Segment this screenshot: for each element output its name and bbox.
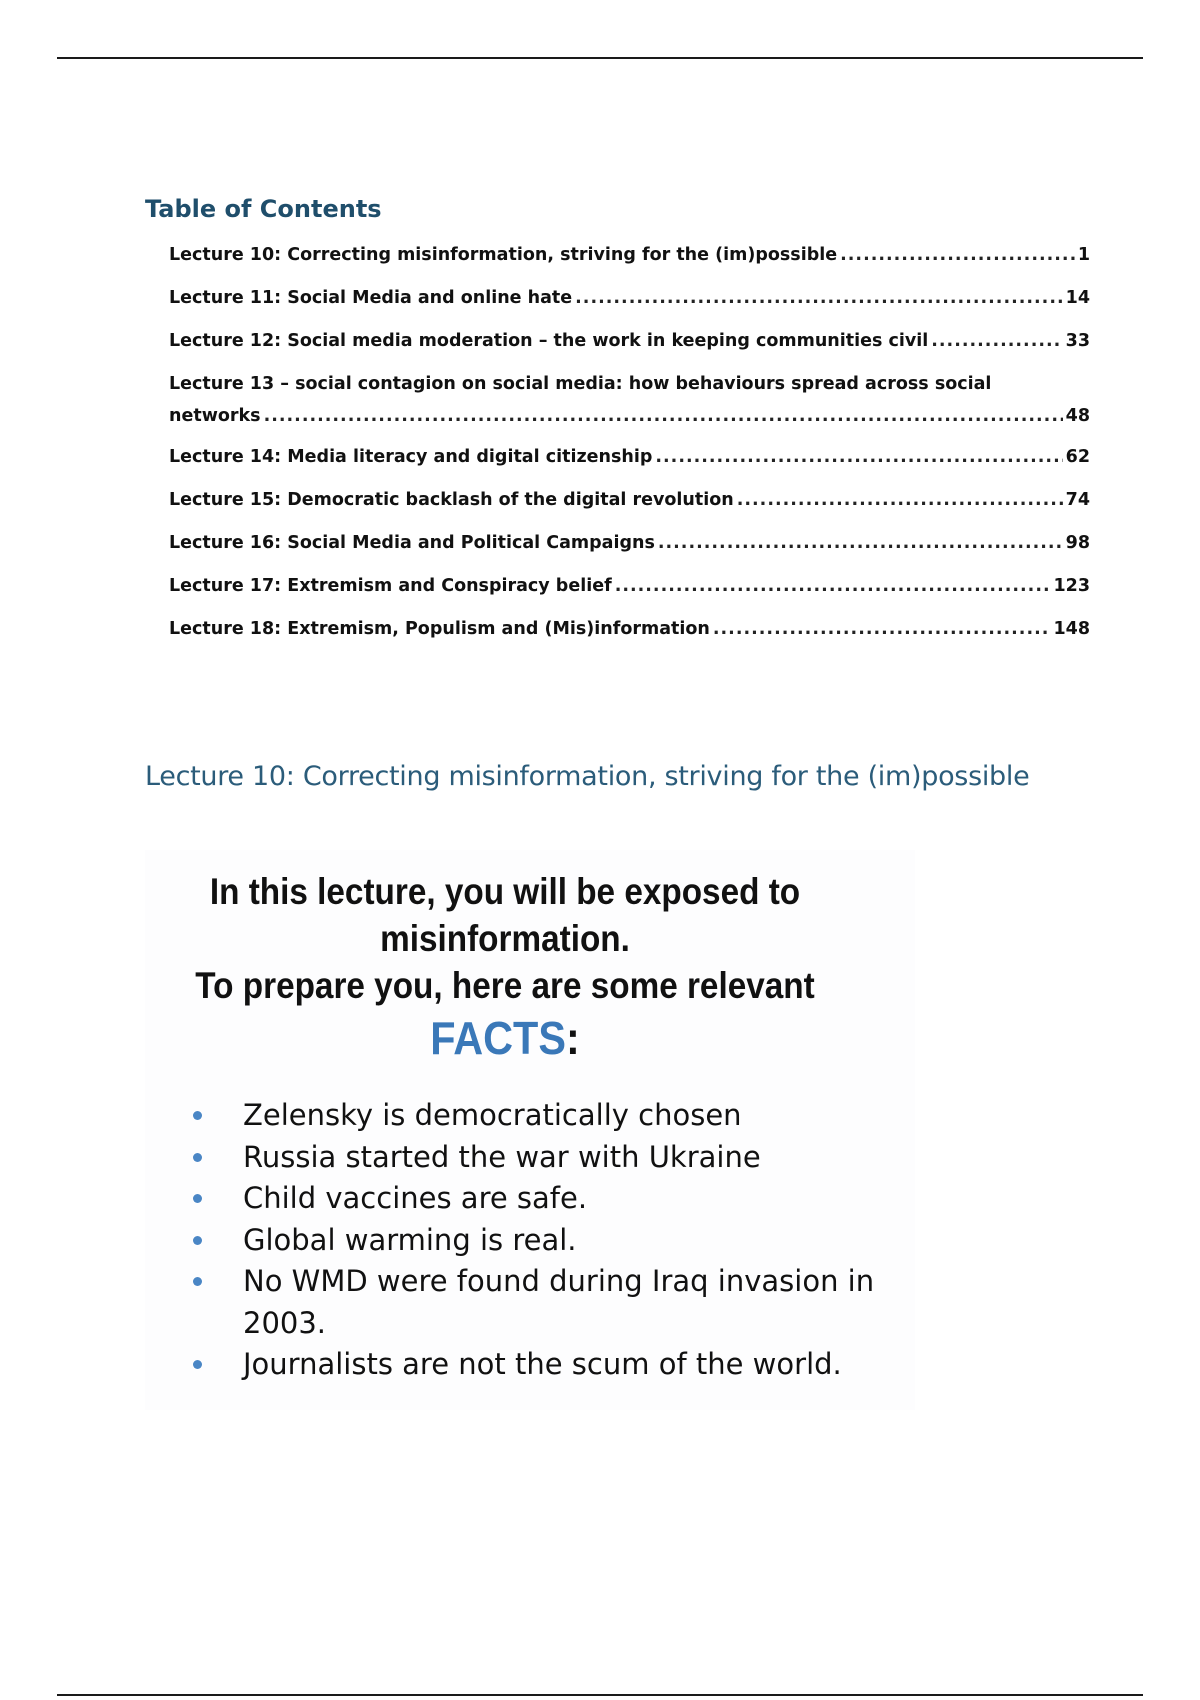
toc-entry-lecture-11[interactable]	[169, 287, 1090, 309]
toc-entry-lecture-10[interactable]	[169, 244, 1090, 266]
toc-entry-page: 123	[1053, 576, 1090, 596]
toc-entry-title-continued: networks	[169, 406, 261, 426]
toc-dot-leader	[737, 489, 1063, 511]
toc-dot-leader	[840, 244, 1075, 266]
fact-text: No WMD were found during Iraq invasion in 2003.	[243, 1264, 875, 1340]
header-rule	[57, 57, 1143, 59]
toc-dot-leader	[655, 446, 1062, 468]
facts-colon: :	[565, 1012, 580, 1064]
toc-dot-leader	[931, 330, 1062, 352]
toc-entry-title: Lecture 11: Social Media and online hate	[169, 288, 573, 308]
fact-text: Zelensky is democratically chosen	[243, 1098, 742, 1132]
toc-entry-page: 98	[1065, 533, 1090, 553]
facts-word: FACTS	[430, 1012, 566, 1064]
toc-entry-title: Lecture 13 – social contagion on social media: how behaviours spread across social	[169, 374, 992, 394]
bullet-icon	[193, 1194, 202, 1203]
toc-entry-page: 62	[1065, 447, 1090, 467]
facts-heading	[181, 1010, 829, 1066]
toc-entry-page: 74	[1065, 490, 1090, 510]
toc-entry-title: Lecture 12: Social media moderation – the work in keeping communities civil	[169, 331, 929, 351]
toc-heading: Table of Contents	[145, 195, 382, 223]
toc-entry-lecture-13[interactable]	[169, 373, 1090, 427]
toc-dot-leader	[615, 575, 1051, 597]
toc-dot-leader	[264, 405, 1063, 427]
toc-entry-page: 1	[1077, 245, 1090, 265]
toc-entry-title: Lecture 15: Democratic backlash of the digital revolution	[169, 490, 734, 510]
list-item	[187, 1220, 887, 1262]
footer-rule	[57, 1694, 1143, 1696]
slide-intro	[181, 868, 829, 1009]
toc-entry-title: Lecture 17: Extremism and Conspiracy belief	[169, 576, 612, 596]
toc-entry-lecture-17[interactable]	[169, 575, 1090, 597]
toc-list	[145, 244, 1090, 640]
fact-text: Global warming is real.	[243, 1222, 577, 1257]
toc-entry-lecture-14[interactable]	[169, 446, 1090, 468]
toc-entry-page: 14	[1065, 288, 1090, 308]
toc-entry-page: 48	[1065, 406, 1090, 426]
table-of-contents	[145, 194, 1090, 661]
slide-intro-line: In this lecture, you will be exposed to	[209, 871, 801, 912]
toc-dot-leader	[713, 618, 1051, 640]
fact-text: Russia started the war with Ukraine	[243, 1139, 761, 1174]
bullet-icon	[193, 1236, 202, 1245]
toc-entry-lecture-15[interactable]	[169, 489, 1090, 511]
list-item	[187, 1344, 887, 1386]
toc-entry-page: 33	[1065, 331, 1090, 351]
fact-text: Journalists are not the scum of the world.	[243, 1347, 842, 1381]
slide-intro-line: To prepare you, here are some relevant	[195, 965, 815, 1006]
toc-entry-lecture-12[interactable]	[169, 330, 1090, 352]
bullet-icon	[193, 1277, 202, 1286]
toc-entry-title: Lecture 14: Media literacy and digital citizenship	[169, 447, 653, 467]
list-item	[187, 1137, 887, 1179]
bullet-icon	[193, 1360, 202, 1369]
bullet-icon	[193, 1111, 202, 1120]
toc-entry-title: Lecture 16: Social Media and Political Campaigns	[169, 533, 655, 553]
toc-dot-leader	[658, 532, 1063, 554]
toc-entry-title: Lecture 10: Correcting misinformation, striving for the (im)possible	[169, 245, 838, 265]
fact-text: Child vaccines are safe.	[243, 1181, 588, 1215]
toc-dot-leader	[575, 287, 1062, 309]
list-item	[187, 1261, 887, 1344]
toc-entry-lecture-18[interactable]	[169, 618, 1090, 640]
toc-entry-page: 148	[1053, 619, 1090, 639]
list-item	[187, 1095, 887, 1137]
list-item	[187, 1178, 887, 1220]
fact-list	[187, 1095, 887, 1386]
toc-entry-lecture-16[interactable]	[169, 532, 1090, 554]
toc-entry-title: Lecture 18: Extremism, Populism and (Mis)information	[169, 619, 710, 639]
lecture-slide-image	[145, 850, 915, 1410]
slide-intro-line: misinformation.	[380, 918, 630, 959]
section-heading: Lecture 10: Correcting misinformation, striving for the (im)possible	[145, 761, 1030, 792]
bullet-icon	[193, 1153, 202, 1162]
